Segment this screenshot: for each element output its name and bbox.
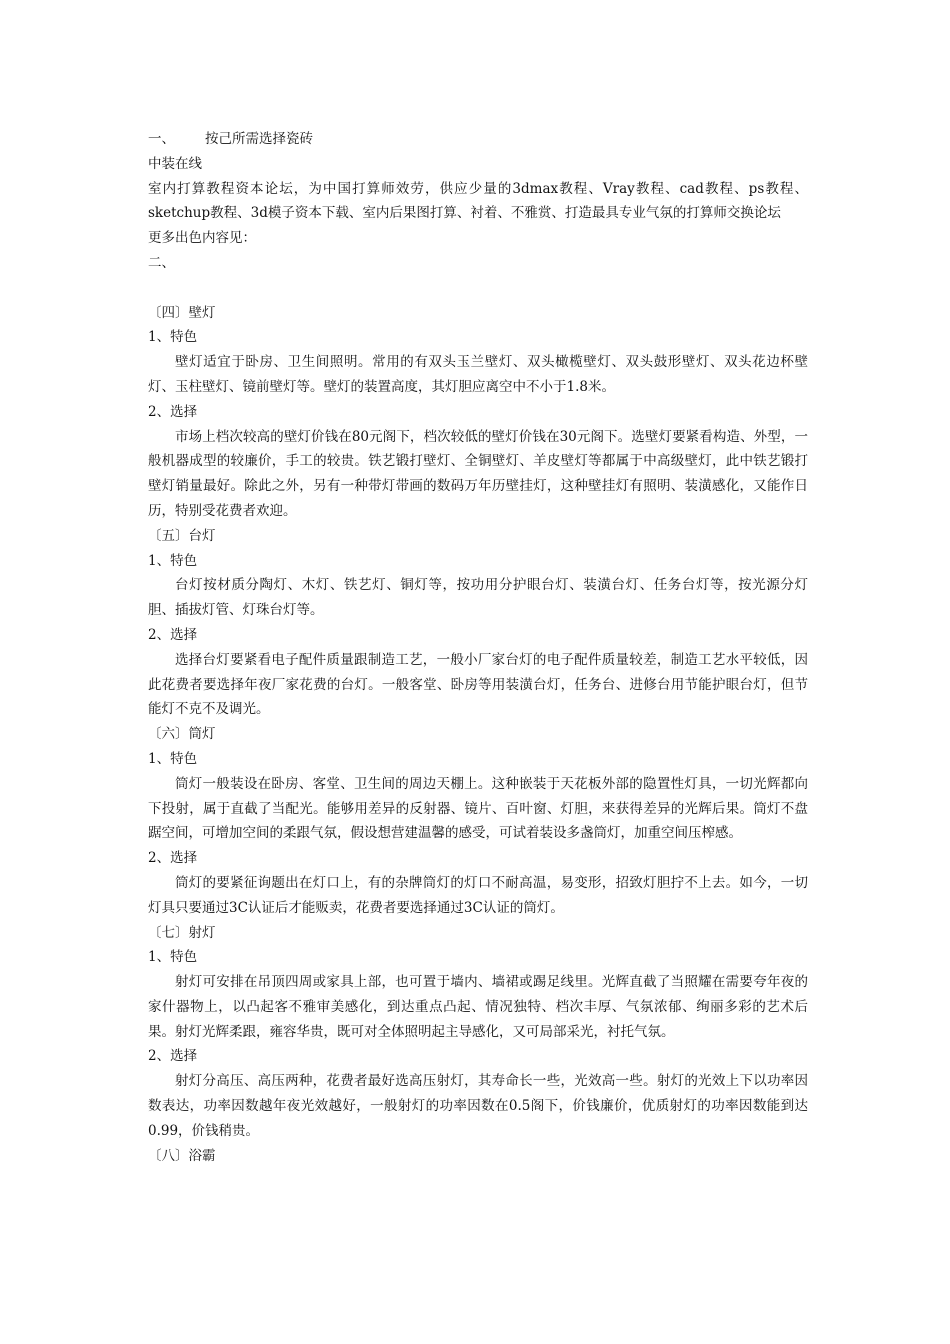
choice-label: 2、选择 <box>148 626 198 643</box>
section-spotlight <box>148 921 808 1144</box>
item-2-number: 二、 <box>148 254 175 271</box>
feature-label: 1、特色 <box>148 329 198 346</box>
item-1-heading <box>148 127 808 152</box>
feature-label: 1、特色 <box>148 750 198 767</box>
more-content-note: 更多出色内容见： <box>148 230 256 247</box>
section-downlight <box>148 722 808 920</box>
feature-label: 1、特色 <box>148 552 198 569</box>
choice-text: 射灯分高压、高压两种，花费者最好选高压射灯，其寿命长一些，光效高一些。射灯的光效上下以功率因数表达，功率因数越年夜光效越好，一般射灯的功率因数在0.5阁下，价钱廉价，优质射灯的功率因数能到达0.99，价钱稍贵。 <box>148 1073 808 1139</box>
feature-text: 射灯可安排在吊顶四周或家具上部，也可置于墙内、墙裙或踢足线里。光辉直截了当照耀在需要夸年夜的家什器物上，以凸起客不雅审美感化，到达重点凸起、情况独特、档次丰厚、气氛浓郁、绚丽多彩的艺术后果。射灯光辉柔跟，雍容华贵，既可对全体照明起主导感化，又可局部采光，衬托气氛。 <box>148 974 808 1040</box>
choice-text: 筒灯的要紧征询题出在灯口上，有的杂牌筒灯的灯口不耐高温，易变形，招致灯胆拧不上去。如今，一切灯具只要通过3C认证后才能贩卖，花费者要选择通过3C认证的筒灯。 <box>148 874 808 916</box>
site-name: 中装在线 <box>148 155 202 172</box>
section-title: 〔五〕台灯 <box>148 527 216 544</box>
feature-label: 1、特色 <box>148 949 198 966</box>
choice-label: 2、选择 <box>148 1048 198 1065</box>
section-title-bath-heater: 〔八〕浴霸 <box>148 1147 216 1164</box>
choice-text: 市场上档次较高的壁灯价钱在80元阁下，档次较低的壁灯价钱在30元阁下。选壁灯要紧看构造、外型，一般机器成型的较廉价，手工的较贵。铁艺锻打壁灯、全铜壁灯、羊皮壁灯等都属于中高级壁灯，此中铁艺锻打壁灯销量最好。除此之外，另有一种带灯带画的数码万年历壁挂灯，这种壁挂灯有照明、装潢感化，又能作日历，特别受花费者欢迎。 <box>148 428 808 519</box>
choice-label: 2、选择 <box>148 403 198 420</box>
section-desk-lamp <box>148 524 808 722</box>
feature-text: 壁灯适宜于卧房、卫生间照明。常用的有双头玉兰壁灯、双头橄榄壁灯、双头鼓形壁灯、双头花边杯壁灯、玉柱壁灯、镜前壁灯等。壁灯的装置高度，其灯胆应离空中不小于1.8米。 <box>148 354 808 395</box>
feature-text: 台灯按材质分陶灯、木灯、铁艺灯、铜灯等，按功用分护眼台灯、装潢台灯、任务台灯等，按光源分灯胆、插拔灯管、灯珠台灯等。 <box>148 577 808 619</box>
section-title: 〔七〕射灯 <box>148 924 216 941</box>
section-title: 〔四〕壁灯 <box>148 304 216 321</box>
section-wall-lamp <box>148 301 808 524</box>
item-1-number: 一、 <box>148 131 175 147</box>
item-1-title: 按己所需选择瓷砖 <box>205 131 313 147</box>
choice-text: 选择台灯要紧看电子配件质量跟制造工艺，一般小厂家台灯的电子配件质量较差，制造工艺水平较低，因此花费者要选择年夜厂家花费的台灯。一般客堂、卧房等用装潢台灯，任务台、进修台用节能护眼台灯，但节能灯不克不及调光。 <box>148 651 808 718</box>
choice-label: 2、选择 <box>148 850 198 867</box>
site-description: 室内打算教程资本论坛，为中国打算师效劳，供应少量的3dmax教程、Vray教程、cad教程、ps教程、sketchup教程、3d模子资本下载、室内后果图打算、衬着、不雅赏、打造最具专业气氛的打算师交换论坛 <box>148 180 808 222</box>
feature-text: 筒灯一般装设在卧房、客堂、卫生间的周边天棚上。这种嵌装于天花板外部的隐置性灯具，一切光辉都向下投射，属于直截了当配光。能够用差异的反射器、镜片、百叶窗、灯胆，来获得差异的光辉后果。筒灯不盘踞空间，可增加空间的柔跟气氛，假设想营建温馨的感受，可试着装设多盏筒灯，加重空间压榨感。 <box>148 775 808 842</box>
section-title: 〔六〕筒灯 <box>148 726 216 743</box>
document-page <box>148 127 808 1168</box>
blank-line <box>148 276 808 301</box>
